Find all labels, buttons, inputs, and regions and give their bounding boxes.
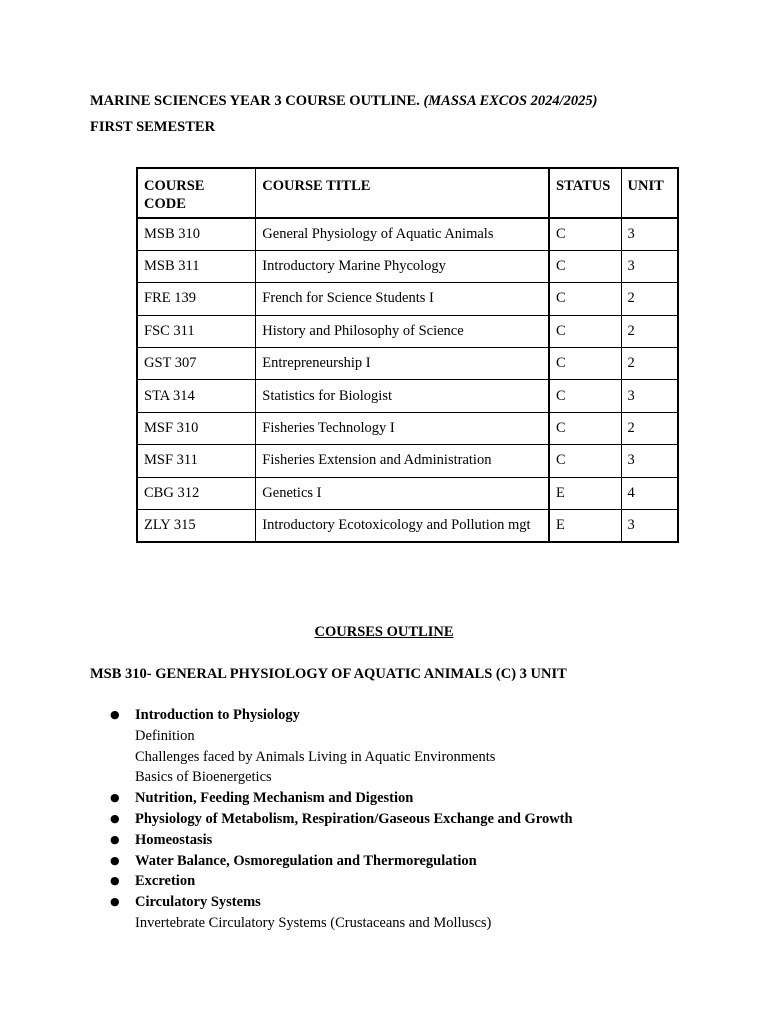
list-item-text: Invertebrate Circulatory Systems (Crustaceans and Molluscs)	[135, 914, 492, 931]
table-row	[137, 445, 678, 477]
title-main: MARINE SCIENCES YEAR 3 COURSE OUTLINE.	[90, 93, 424, 109]
table-row	[137, 315, 678, 347]
cell-unit: 3	[621, 445, 678, 477]
list-item-text: Physiology of Metabolism, Respiration/Gaseous Exchange and Growth	[135, 810, 573, 827]
cell-course-code: MSB 310	[137, 218, 256, 250]
cell-course-title: History and Philosophy of Science	[256, 315, 549, 347]
bullet-icon: ●	[110, 708, 120, 721]
cell-course-title: French for Science Students I	[256, 283, 549, 315]
list-item	[110, 747, 573, 768]
list-item	[110, 892, 573, 913]
list-item	[110, 809, 573, 830]
cell-status: E	[549, 510, 621, 542]
bullet-icon: ●	[110, 791, 120, 805]
cell-course-code: MSB 311	[137, 250, 256, 282]
cell-unit: 2	[621, 315, 678, 347]
course-table	[136, 167, 679, 543]
list-item	[110, 726, 573, 747]
list-item-text: Nutrition, Feeding Mechanism and Digestion	[135, 790, 414, 807]
bullet-icon: ●	[110, 895, 120, 909]
cell-unit: 3	[621, 218, 678, 250]
cell-status: C	[549, 380, 621, 412]
cell-course-code: STA 314	[137, 380, 256, 412]
outline-list	[110, 705, 573, 934]
header-course-code: COURSE CODE	[137, 168, 256, 218]
cell-course-code: CBG 312	[137, 477, 256, 509]
bullet-icon: ●	[110, 832, 120, 846]
courses-outline-heading: COURSES OUTLINE	[314, 624, 454, 640]
bullet-icon	[110, 726, 135, 747]
cell-course-code: FSC 311	[137, 315, 256, 347]
list-item-text: Challenges faced by Animals Living in Aquatic Environments	[135, 748, 496, 765]
cell-status: C	[549, 348, 621, 380]
table-row	[137, 380, 678, 412]
list-item-text: Water Balance, Osmoregulation and Thermoregulation	[135, 852, 477, 869]
list-item	[110, 705, 573, 726]
bullet-icon	[110, 767, 135, 788]
list-item	[110, 788, 573, 809]
bullet-icon	[110, 913, 135, 934]
title-italic: (MASSA EXCOS 2024/2025)	[423, 93, 598, 109]
cell-unit: 2	[621, 283, 678, 315]
cell-course-title: Fisheries Extension and Administration	[256, 445, 549, 477]
cell-status: C	[549, 445, 621, 477]
semester-heading: FIRST SEMESTER	[90, 119, 216, 135]
table-row	[137, 477, 678, 509]
table-row	[137, 348, 678, 380]
header-course-title: COURSE TITLE	[256, 168, 549, 218]
cell-course-title: Genetics I	[256, 477, 549, 509]
list-item	[110, 767, 573, 788]
cell-unit: 3	[621, 250, 678, 282]
table-header-row	[137, 168, 678, 218]
list-item-text: Excretion	[135, 873, 196, 890]
cell-course-title: Introductory Ecotoxicology and Pollution mgt	[256, 510, 549, 542]
bullet-icon: ●	[110, 874, 120, 888]
cell-course-title: Entrepreneurship I	[256, 348, 549, 380]
document-title	[90, 93, 598, 110]
cell-status: C	[549, 218, 621, 250]
cell-course-title: Statistics for Biologist	[256, 380, 549, 412]
cell-course-code: MSF 310	[137, 412, 256, 444]
cell-course-code: ZLY 315	[137, 510, 256, 542]
cell-course-title: General Physiology of Aquatic Animals	[256, 218, 549, 250]
table-row	[137, 250, 678, 282]
cell-unit: 2	[621, 348, 678, 380]
cell-unit: 3	[621, 380, 678, 412]
list-item-text: Homeostasis	[135, 831, 213, 848]
cell-unit: 4	[621, 477, 678, 509]
list-item	[110, 851, 573, 872]
bullet-icon: ●	[110, 853, 120, 867]
cell-course-title: Introductory Marine Phycology	[256, 250, 549, 282]
header-status: STATUS	[549, 168, 621, 218]
cell-course-code: GST 307	[137, 348, 256, 380]
cell-status: C	[549, 315, 621, 347]
cell-status: C	[549, 283, 621, 315]
table-row	[137, 283, 678, 315]
list-item	[110, 871, 573, 892]
cell-course-code: FRE 139	[137, 283, 256, 315]
bullet-icon: ●	[110, 811, 120, 825]
list-item	[110, 830, 573, 851]
table-row	[137, 218, 678, 250]
list-item-text: Definition	[135, 727, 195, 744]
list-item-text: Basics of Bioenergetics	[135, 769, 272, 786]
cell-course-code: MSF 311	[137, 445, 256, 477]
cell-status: C	[549, 250, 621, 282]
table-row	[137, 510, 678, 542]
cell-status: E	[549, 477, 621, 509]
list-item	[110, 913, 573, 934]
cell-status: C	[549, 412, 621, 444]
bullet-icon	[110, 747, 135, 768]
cell-unit: 3	[621, 510, 678, 542]
cell-course-title: Fisheries Technology I	[256, 412, 549, 444]
header-unit: UNIT	[621, 168, 678, 218]
course-heading: MSB 310- GENERAL PHYSIOLOGY OF AQUATIC ANIMALS (C) 3 UNIT	[90, 666, 567, 682]
list-item-text: Circulatory Systems	[135, 894, 261, 911]
cell-unit: 2	[621, 412, 678, 444]
list-item-text: Introduction to Physiology	[135, 707, 300, 723]
table-row	[137, 412, 678, 444]
table-body	[137, 218, 678, 542]
